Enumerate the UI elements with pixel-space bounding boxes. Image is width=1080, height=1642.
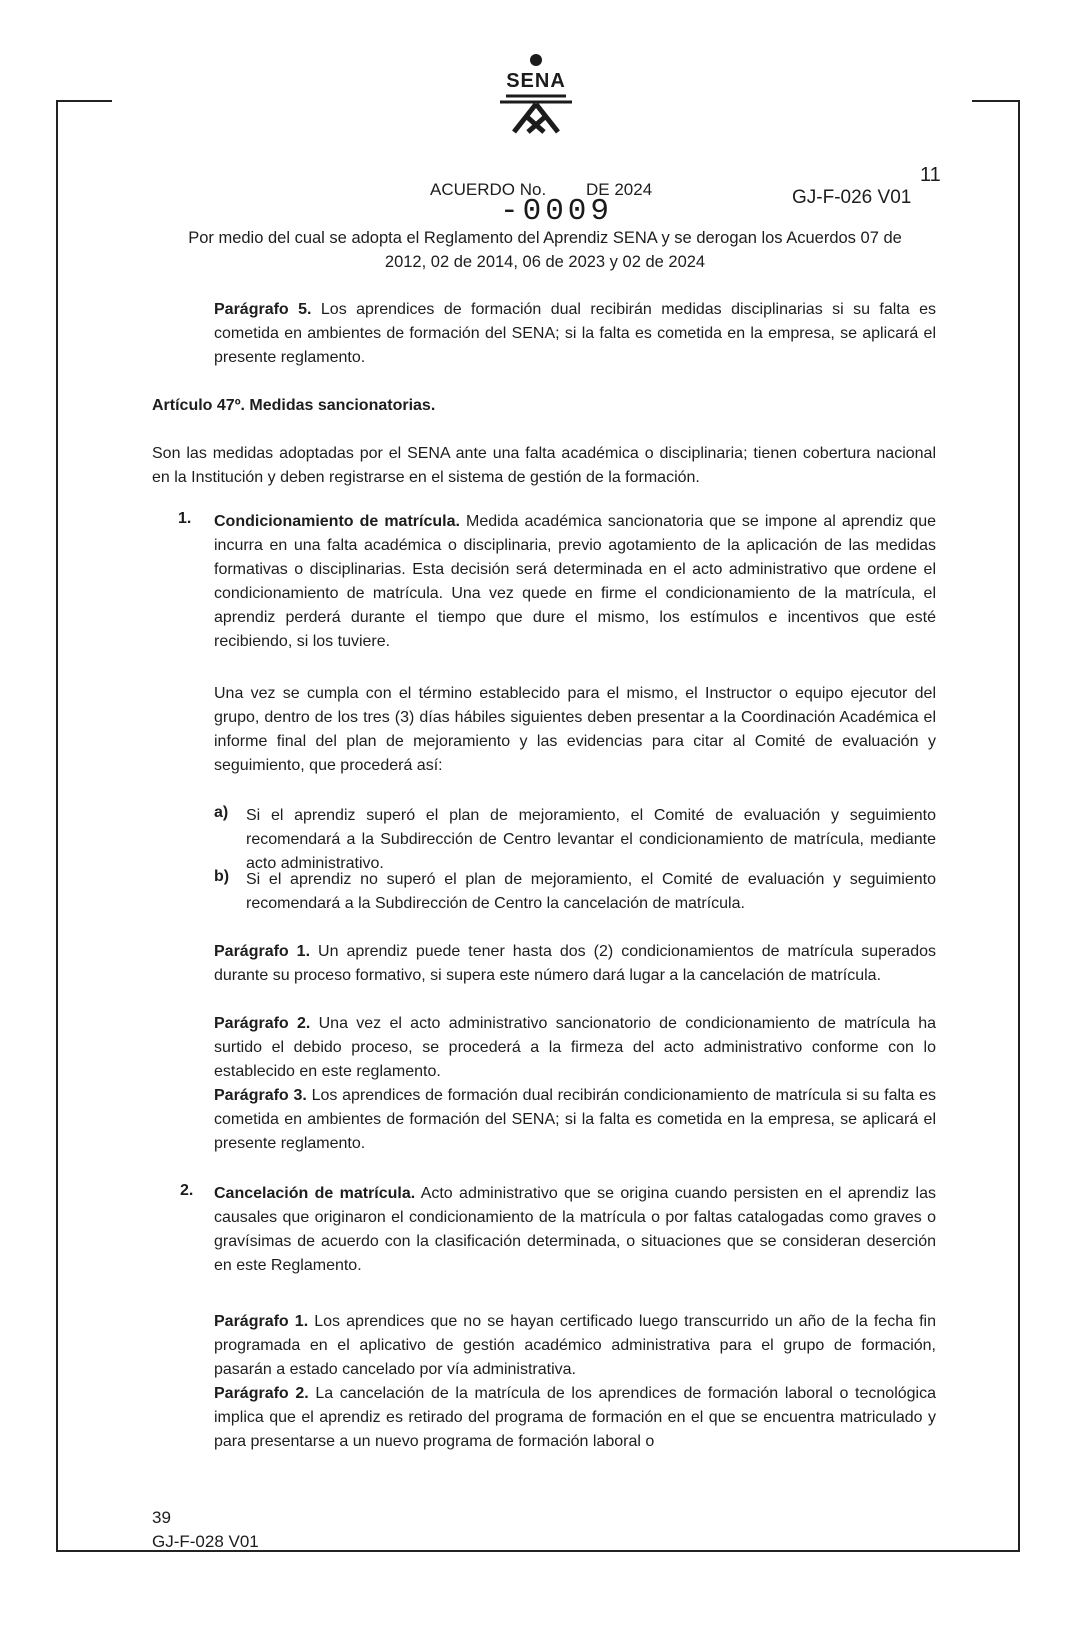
paragraph-5 bbox=[214, 298, 936, 370]
item-1-paragraph-1-text: Un aprendiz puede tener hasta dos (2) condicionamientos de matrícula superados durante su proceso formativo, si supera este número dará lugar a la cancelación de matrícula. bbox=[214, 943, 937, 984]
item-2-title: Cancelación de matrícula. bbox=[214, 1185, 416, 1202]
paragraph-5-text: Los aprendices de formación dual recibirán medidas disciplinarias si su falta es cometida en ambientes de formación del SENA; si la falta es cometida en la empresa, se aplicará el presente reglamento. bbox=[214, 301, 936, 366]
item-2-paragraph-2 bbox=[214, 1382, 936, 1454]
footer-page-number: 39 bbox=[152, 1508, 171, 1527]
form-code: GJ-F-026 V01 bbox=[792, 187, 912, 208]
subtitle-line-2: 2012, 02 de 2014, 06 de 2023 y 02 de 2024 bbox=[384, 253, 706, 271]
acuerdo-year: DE 2024 bbox=[586, 180, 653, 199]
acuerdo-label: ACUERDO No. bbox=[430, 180, 547, 199]
item-1-paragraph-2 bbox=[214, 1012, 936, 1084]
item-1-paragraph-2-label: Parágrafo 2. bbox=[214, 1015, 311, 1032]
item-2-paragraph-1 bbox=[214, 1310, 936, 1382]
border-top-left bbox=[56, 100, 112, 102]
item-2-paragraph-1-text: Los aprendices que no se hayan certificado luego transcurrido un año de la fecha fin programada en el aplicativo de gestión académico administrativa para el grupo de formación, pasarán a estado cancelado por vía administrativa. bbox=[214, 1313, 936, 1378]
subtitle-line-1: Por medio del cual se adopta el Reglamento del Aprendiz SENA y se derogan los Acuerdos 07 de bbox=[188, 229, 902, 247]
paragraph-5-label: Parágrafo 5. bbox=[214, 301, 312, 318]
document-subtitle bbox=[140, 226, 950, 274]
sena-logo bbox=[486, 46, 586, 136]
item-1-paragraph-3-text: Los aprendices de formación dual recibirán condicionamiento de matrícula si su falta es cometida en ambientes de formación del SENA; si la falta es cometida en la empresa, se aplicará el presente reglamento. bbox=[214, 1087, 937, 1152]
page-footer bbox=[152, 1506, 259, 1554]
sub-b-text: Si el aprendiz no superó el plan de mejoramiento, el Comité de evaluación y seguimiento recomendará a la Subdirección de Centro la cancelación de matrícula. bbox=[246, 871, 936, 912]
acuerdo-number: -0009 bbox=[500, 194, 614, 229]
sub-a-text: Si el aprendiz superó el plan de mejoramiento, el Comité de evaluación y seguimiento recomendará a la Subdirección de Centro levantar el condicionamiento de matrícula, mediante acto administrativo. bbox=[246, 807, 936, 872]
item-2-paragraph-1-label: Parágrafo 1. bbox=[214, 1313, 309, 1330]
footer-form-code: GJ-F-028 V01 bbox=[152, 1532, 259, 1551]
item-1-title: Condicionamiento de matrícula. bbox=[214, 513, 460, 530]
sub-a-letter: a) bbox=[214, 804, 229, 821]
item-1 bbox=[214, 510, 936, 654]
item-1-number: 1. bbox=[178, 510, 192, 527]
page-number: 11 bbox=[920, 164, 941, 186]
item-1-paragraph-1-label: Parágrafo 1. bbox=[214, 943, 311, 960]
item-1-paragraph-3 bbox=[214, 1084, 936, 1156]
article-title: Artículo 47º. Medidas sancionatorias. bbox=[152, 397, 436, 414]
item-1-paragraph-2-text: Una vez el acto administrativo sancionatorio de condicionamiento de matrícula ha surtido el debido proceso, se procederá a la firmeza del acto administrativo conforme con lo establecido en este reglamento. bbox=[214, 1015, 937, 1080]
item-1-paragraph-3-label: Parágrafo 3. bbox=[214, 1087, 307, 1104]
item-1-paragraph-1 bbox=[214, 940, 936, 988]
item-2-paragraph-2-text: La cancelación de la matrícula de los aprendices de formación laboral o tecnológica implica que el aprendiz es retirado del programa de formación en el que se encuentra matriculado y para presentarse a un nuevo programa de formación laboral o bbox=[214, 1385, 936, 1450]
item-2-number: 2. bbox=[180, 1182, 194, 1199]
item-2-paragraph-2-label: Parágrafo 2. bbox=[214, 1385, 309, 1402]
item-2 bbox=[214, 1182, 936, 1278]
logo-text: SENA bbox=[506, 70, 566, 92]
item-1-text: Medida académica sancionatoria que se impone al aprendiz que incurra en una falta académica o disciplinaria, previo agotamiento de la aplicación de las medidas formativas o disciplinarias. Esta decisión será determinada en el acto administrativo que ordene el condicionamiento de matrícula. Una vez quede en firme el condicionamiento de la matrícula, el aprendiz perderá durante el tiempo que dure el mismo, los estímulos e incentivos que esté recibiendo, si los tuviere. bbox=[214, 513, 937, 650]
sub-b-letter: b) bbox=[214, 868, 230, 885]
item-1-followup: Una vez se cumpla con el término establecido para el mismo, el Instructor o equipo ejecutor del grupo, dentro de los tres (3) días hábiles siguientes deben presentar a la Coordinación Académica el informe final del plan de mejoramiento y las evidencias para citar al Comité de evaluación y seguimiento, que procederá así: bbox=[214, 685, 936, 774]
border-top-right bbox=[972, 100, 1020, 102]
article-intro: Son las medidas adoptadas por el SENA ante una falta académica o disciplinaria; tienen cobertura nacional en la Institución y deben registrarse en el sistema de gestión de la formación. bbox=[152, 445, 936, 486]
item-2-text: Acto administrativo que se origina cuando persisten en el aprendiz las causales que originaron el condicionamiento de la matrícula o por faltas catalogadas como graves o gravísimas de acuerdo con la clasificación determinada, o situaciones que se consideran deserción en este Reglamento. bbox=[214, 1185, 937, 1274]
